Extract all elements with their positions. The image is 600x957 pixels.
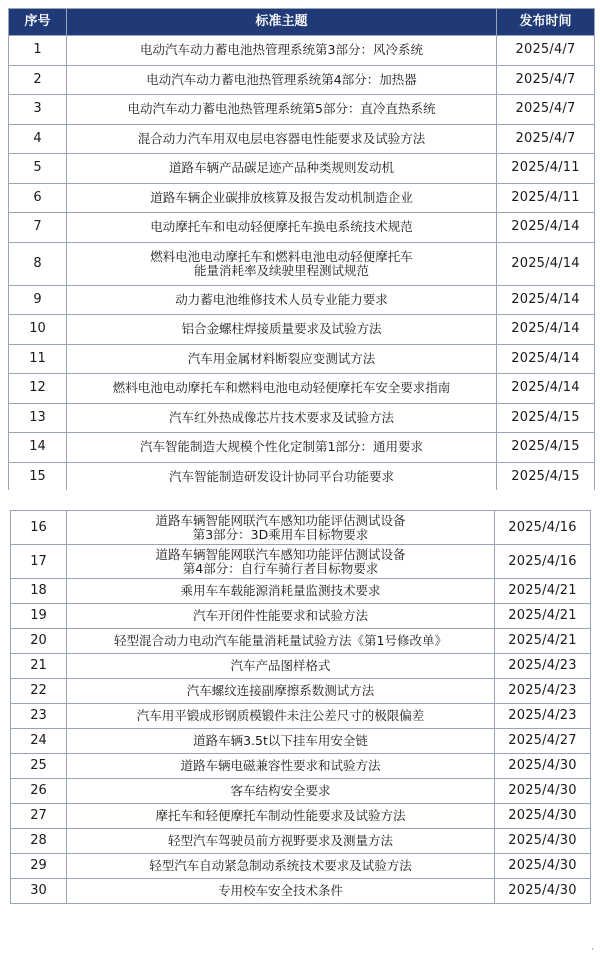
row-title-line: 汽车红外热成像芯片技术要求及试验方法 [168,409,394,425]
row-title [67,403,497,433]
row-number: 8 [9,242,67,285]
row-number: 1 [9,36,67,66]
table-row [9,374,595,404]
table-row [11,654,591,679]
row-number: 14 [9,433,67,463]
row-number: 5 [9,154,67,184]
row-title-line: 道路车辆智能网联汽车感知功能评估测试设备 [155,512,406,528]
row-title [67,629,495,654]
row-number: 26 [11,779,67,804]
table-row [9,344,595,374]
table-row [11,579,591,604]
table-row [11,729,591,754]
table-row [11,779,591,804]
corner-mark: · [591,945,594,955]
header-no: 序号 [9,9,67,36]
row-number: 15 [9,462,67,492]
row-number: 9 [9,285,67,315]
row-title [67,154,497,184]
row-date: 2025/4/14 [497,213,595,243]
row-title-line: 摩托车和轻便摩托车制动性能要求及试验方法 [155,808,406,823]
row-number: 25 [11,754,67,779]
row-date: 2025/4/7 [497,65,595,95]
row-date: 2025/4/27 [495,729,591,754]
row-number: 11 [9,344,67,374]
row-number: 29 [11,854,67,879]
table-body-part2 [11,511,591,904]
table-row [11,704,591,729]
row-title [67,879,495,904]
table-row [11,854,591,879]
row-title-line: 汽车智能制造研发设计协同平台功能要求 [168,468,394,484]
row-title [67,729,495,754]
row-title-line: 电动摩托车和电动轻便摩托车换电系统技术规范 [150,219,413,235]
table-body-part1 [9,36,595,492]
row-date: 2025/4/7 [497,36,595,66]
row-title [67,779,495,804]
row-title-line: 第3部分：3D乘用车目标物要求 [192,526,369,542]
table-row [9,95,595,125]
table-row [9,462,595,492]
row-title-line: 汽车螺纹连接副摩擦系数测试方法 [186,683,375,698]
row-title [67,374,497,404]
row-date: 2025/4/30 [495,879,591,904]
table-row [9,36,595,66]
row-date: 2025/4/21 [495,604,591,629]
row-number: 19 [11,604,67,629]
row-title [67,704,495,729]
table-row [9,285,595,315]
row-title [67,124,497,154]
row-date: 2025/4/14 [497,242,595,285]
table-row [11,629,591,654]
row-date: 2025/4/11 [497,154,595,184]
row-number: 6 [9,183,67,213]
row-title [67,604,495,629]
table-row [11,754,591,779]
row-title-line: 乘用车车载能源消耗量监测技术要求 [180,583,381,598]
row-date: 2025/4/21 [495,579,591,604]
row-number: 2 [9,65,67,95]
row-title [67,36,497,66]
row-title [67,579,495,604]
row-number: 10 [9,315,67,345]
row-date: 2025/4/23 [495,654,591,679]
row-number: 12 [9,374,67,404]
standards-table-part2 [10,510,591,904]
table-row [9,242,595,285]
table-row [9,315,595,345]
row-title-line: 能量消耗率及续驶里程测试规范 [193,262,369,278]
row-number: 13 [9,403,67,433]
row-date: 2025/4/14 [497,374,595,404]
table-row [11,804,591,829]
row-title [67,804,495,829]
row-title [67,462,497,492]
row-number: 23 [11,704,67,729]
row-title-line: 铝合金螺柱焊接质量要求及试验方法 [181,321,382,337]
row-number: 28 [11,829,67,854]
row-title-line: 道路车辆产品碳足迹产品种类规则发动机 [168,160,394,176]
row-number: 22 [11,679,67,704]
row-number: 21 [11,654,67,679]
row-title-line: 轻型混合动力电动汽车能量消耗量试验方法《第1号修改单》 [114,633,447,648]
row-title-line: 电动汽车动力蓄电池热管理系统第4部分：加热器 [146,71,417,87]
row-title-line: 电动汽车动力蓄电池热管理系统第5部分：直冷直热系统 [127,101,436,117]
table-row [9,183,595,213]
row-date: 2025/4/15 [497,403,595,433]
row-title [67,65,497,95]
row-title-line: 动力蓄电池维修技术人员专业能力要求 [175,291,388,307]
standards-table-part1 [8,8,595,492]
row-date: 2025/4/14 [497,285,595,315]
row-date: 2025/4/14 [497,344,595,374]
row-title-line: 燃料电池电动摩托车和燃料电池电动轻便摩托车 [150,248,413,264]
table-row [9,213,595,243]
header-title: 标准主题 [67,9,497,36]
row-date: 2025/4/23 [495,679,591,704]
row-title [67,854,495,879]
table-row [9,403,595,433]
row-date: 2025/4/14 [497,315,595,345]
row-title [67,183,497,213]
row-date: 2025/4/16 [495,545,591,579]
row-date: 2025/4/21 [495,629,591,654]
row-date: 2025/4/30 [495,804,591,829]
row-title [67,95,497,125]
row-title-line: 汽车开闭件性能要求和试验方法 [192,608,368,623]
row-title-line: 汽车用金属材料断裂应变测试方法 [187,350,376,366]
row-title-line: 燃料电池电动摩托车和燃料电池电动轻便摩托车安全要求指南 [112,380,451,396]
table-row [11,604,591,629]
row-title-line: 混合动力汽车用双电层电容器电性能要求及试验方法 [137,130,426,146]
row-title [67,344,497,374]
row-date: 2025/4/15 [497,462,595,492]
row-title-line: 第4部分：自行车骑行者目标物要求 [182,560,379,576]
row-title [67,315,497,345]
row-number: 18 [11,579,67,604]
row-title [67,829,495,854]
table-header-row [9,9,595,36]
row-number: 30 [11,879,67,904]
row-number: 20 [11,629,67,654]
row-title [67,654,495,679]
row-date: 2025/4/30 [495,829,591,854]
row-number: 17 [11,545,67,579]
row-date: 2025/4/15 [497,433,595,463]
row-number: 24 [11,729,67,754]
table-row [11,879,591,904]
row-date: 2025/4/30 [495,854,591,879]
row-title-line: 道路车辆智能网联汽车感知功能评估测试设备 [155,546,406,562]
row-date: 2025/4/30 [495,754,591,779]
row-number: 27 [11,804,67,829]
row-date: 2025/4/11 [497,183,595,213]
row-date: 2025/4/7 [497,95,595,125]
table-split-gap [0,490,600,510]
row-title-line: 电动汽车动力蓄电池热管理系统第3部分：风冷系统 [140,42,423,58]
row-title-line: 轻型汽车驾驶员前方视野要求及测量方法 [167,833,393,848]
table-row [9,65,595,95]
row-date: 2025/4/30 [495,779,591,804]
row-title [67,511,495,545]
row-title [67,213,497,243]
row-date: 2025/4/7 [497,124,595,154]
row-title-line: 汽车产品图样格式 [230,658,331,673]
row-title-line: 客车结构安全要求 [230,783,331,798]
table-row [11,511,591,545]
row-title-line: 汽车用平锻成形钢质模锻件未注公差尺寸的极限偏差 [136,708,425,723]
row-number: 4 [9,124,67,154]
row-title-line: 道路车辆企业碳排放核算及报告发动机制造企业 [150,189,413,205]
row-number: 3 [9,95,67,125]
row-title-line: 道路车辆3.5t以下挂车用安全链 [193,733,368,748]
table-row [11,545,591,579]
row-title [67,679,495,704]
row-date: 2025/4/23 [495,704,591,729]
row-title [67,433,497,463]
table-row [9,154,595,184]
row-title [67,242,497,285]
row-title [67,545,495,579]
row-title-line: 轻型汽车自动紧急制动系统技术要求及试验方法 [149,858,412,873]
row-title [67,285,497,315]
table-row [9,433,595,463]
row-title-line: 汽车智能制造大规模个性化定制第1部分：通用要求 [140,439,423,455]
row-number: 7 [9,213,67,243]
row-title [67,754,495,779]
header-date: 发布时间 [497,9,595,36]
row-title-line: 专用校车安全技术条件 [217,883,343,898]
table-row [11,829,591,854]
row-date: 2025/4/16 [495,511,591,545]
table-row [9,124,595,154]
row-title-line: 道路车辆电磁兼容性要求和试验方法 [180,758,381,773]
row-number: 16 [11,511,67,545]
table-row [11,679,591,704]
